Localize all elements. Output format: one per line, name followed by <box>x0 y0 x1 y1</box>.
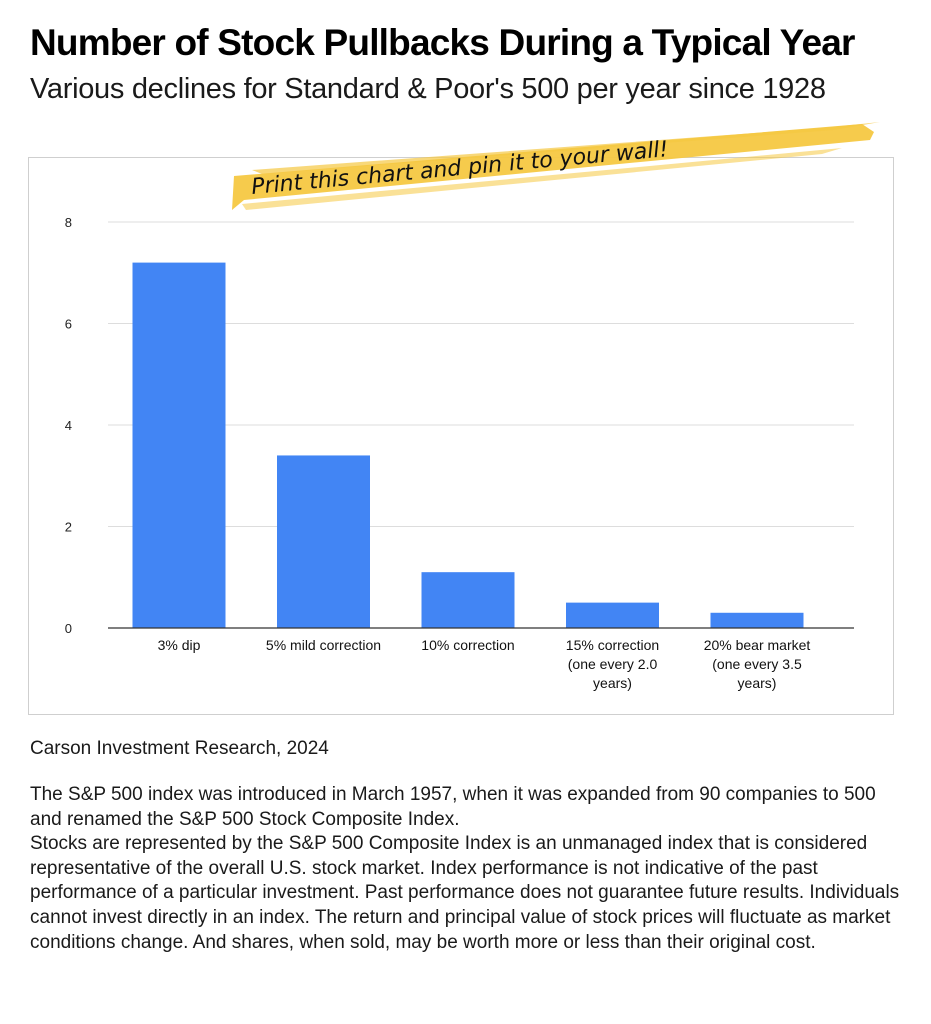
bar <box>133 263 226 628</box>
bar <box>277 455 370 628</box>
x-tick-label: (one every 2.0 <box>567 656 658 672</box>
x-tick-label: 3% dip <box>157 637 201 653</box>
bar <box>422 572 515 628</box>
source-note: Carson Investment Research, 2024 <box>30 738 329 759</box>
y-tick-label: 4 <box>64 418 72 433</box>
x-tick-label: 5% mild correction <box>265 637 382 653</box>
bar-chart <box>28 157 894 715</box>
disclaimer-paragraph-1: The S&P 500 index was introduced in March 1957, when it was expanded from 90 companies to 500 and renamed the S&P 500 Stock Composite Index. <box>30 784 876 830</box>
y-tick-label: 8 <box>64 215 72 230</box>
bar <box>711 613 804 628</box>
y-tick-label: 6 <box>64 316 72 332</box>
disclaimer-paragraph-2: Stocks are represented by the S&P 500 Composite Index is an unmanaged index that is considered representative of the overall U.S. stock market. Index performance is not indicative of the past performance of a particular investment. Past performance does not guarantee future results. Individuals cannot invest directly in an index. The return and principal value of stock prices will fluctuate as market conditions change. And shares, when sold, may be worth more or less than their original cost. <box>30 833 900 953</box>
page-title: Number of Stock Pullbacks During a Typical Year <box>30 22 855 63</box>
x-tick-label: years) <box>737 675 777 691</box>
page-subtitle: Various declines for Standard & Poor's 500 per year since 1928 <box>30 73 826 105</box>
y-axis-ticks <box>65 215 72 636</box>
y-tick-label: 0 <box>64 621 72 636</box>
highlighter-banner <box>222 118 882 218</box>
banner-text: Print this chart and pin it to your wall! <box>250 137 670 200</box>
x-tick-label: years) <box>593 675 632 691</box>
x-tick-label: 10% correction <box>421 637 515 653</box>
x-tick-label: (one every 3.5 <box>712 656 802 672</box>
bar <box>566 603 659 628</box>
bars <box>133 263 804 628</box>
x-axis-labels <box>158 637 811 691</box>
disclaimer <box>30 783 910 955</box>
x-tick-label: 20% bear market <box>703 637 811 653</box>
x-tick-label: 15% correction <box>565 637 660 653</box>
y-tick-label: 2 <box>64 519 72 535</box>
